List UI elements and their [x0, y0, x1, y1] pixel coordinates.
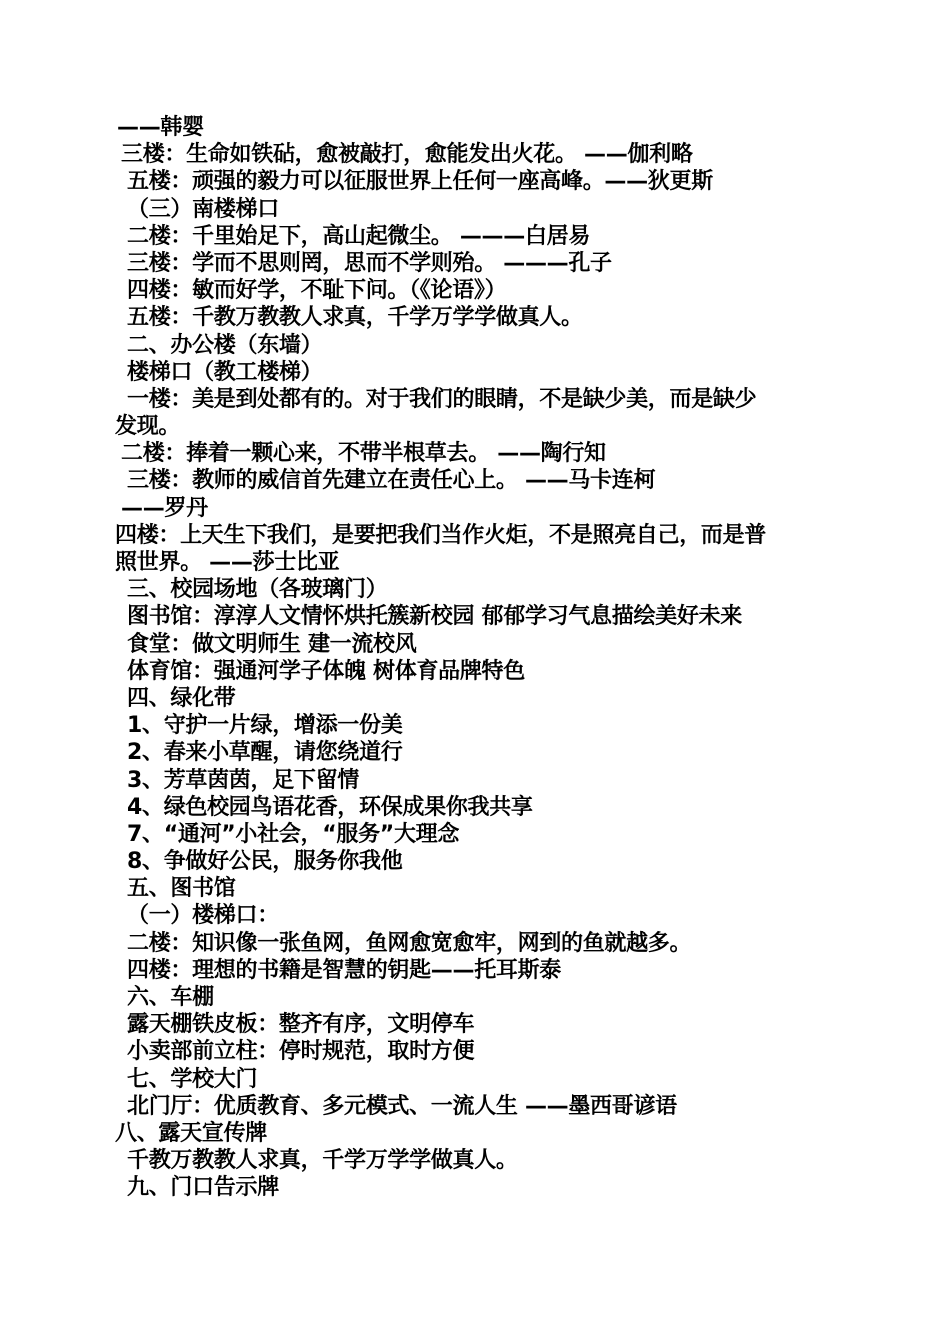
text-line: 二楼：千里始足下，高山起微尘。 ———白居易 — [127, 223, 591, 249]
text-line: 九、门口告示牌 — [127, 1175, 279, 1201]
text-line: 四楼：理想的书籍是智慧的钥匙——托耳斯泰 — [127, 957, 562, 983]
document-body — [0, 114, 950, 1202]
text-line: 四楼：上天生下我们，是要把我们当作火炬，不是照亮自己，而是普 — [115, 522, 767, 548]
text-line: 楼梯口（教工楼梯） — [127, 359, 323, 385]
text-line: 北门厅：优质教育、多元模式、一流人生 ——墨西哥谚语 — [127, 1093, 677, 1119]
text-line: 3、芳草茵茵，足下留情 — [127, 767, 360, 793]
text-line: （一）楼梯口： — [127, 903, 279, 929]
text-line: 三楼：生命如铁砧，愈被敲打，愈能发出火花。 ——伽利略 — [121, 142, 693, 168]
text-line: 五楼：顽强的毅力可以征服世界上任何一座高峰。——狄更斯 — [127, 169, 713, 195]
text-line: 8、争做好公民，服务你我他 — [127, 849, 403, 875]
text-line: 2、春来小草醒，请您绕道行 — [127, 740, 403, 766]
text-line: 二、办公楼（东墙） — [127, 332, 323, 358]
text-line: 1、守护一片绿，增添一份美 — [127, 713, 403, 739]
text-line: 二楼：捧着一颗心来，不带半根草去。 ——陶行知 — [121, 441, 606, 467]
text-line: 四楼：敏而好学，不耻下问。（《论语》） — [127, 278, 507, 304]
text-line: ——罗丹 — [121, 495, 208, 521]
text-line: （三）南楼梯口 — [127, 196, 279, 222]
text-line: 六、车棚 — [127, 985, 214, 1010]
text-line: 照世界。 ——莎士比亚 — [115, 550, 340, 575]
text-line: 五、图书馆 — [127, 876, 236, 902]
text-line: 食堂：做文明师生 建一流校风 — [127, 631, 417, 657]
text-line: 五楼：千教万教教人求真，千学万学学做真人。 — [127, 305, 583, 331]
text-line: 露天棚铁皮板：整齐有序，文明停车 — [127, 1012, 475, 1038]
text-line: 千教万教教人求真，千学万学学做真人。 — [127, 1148, 518, 1174]
text-line: 三、校园场地（各玻璃门） — [127, 577, 388, 603]
text-line: 七、学校大门 — [127, 1066, 258, 1092]
text-line: ——韩婴 — [117, 115, 204, 140]
text-line: 八、露天宣传牌 — [115, 1120, 267, 1146]
text-line: 一楼：美是到处都有的。对于我们的眼睛，不是缺少美，而是缺少 — [127, 386, 757, 412]
text-line: 发现。 — [115, 414, 181, 440]
text-line: 小卖部前立柱：停时规范，取时方便 — [127, 1039, 475, 1065]
text-line: 图书馆：淳淳人文情怀烘托簇新校园 郁郁学习气息描绘美好未来 — [127, 604, 742, 630]
text-line: 体育馆：强通河学子体魄 树体育品牌特色 — [127, 658, 525, 684]
text-line: 三楼：教师的威信首先建立在责任心上。 ——马卡连柯 — [127, 468, 656, 494]
text-line: 二楼：知识像一张鱼网，鱼网愈宽愈牢，网到的鱼就越多。 — [127, 930, 692, 956]
text-line: 7、“通河”小社会，“服务”大理念 — [127, 821, 460, 847]
text-line: 三楼：学而不思则罔，思而不学则殆。 ———孔子 — [127, 250, 612, 276]
text-line: 4、绿色校园鸟语花香，环保成果你我共享 — [127, 794, 533, 820]
text-line: 四、绿化带 — [127, 685, 236, 711]
